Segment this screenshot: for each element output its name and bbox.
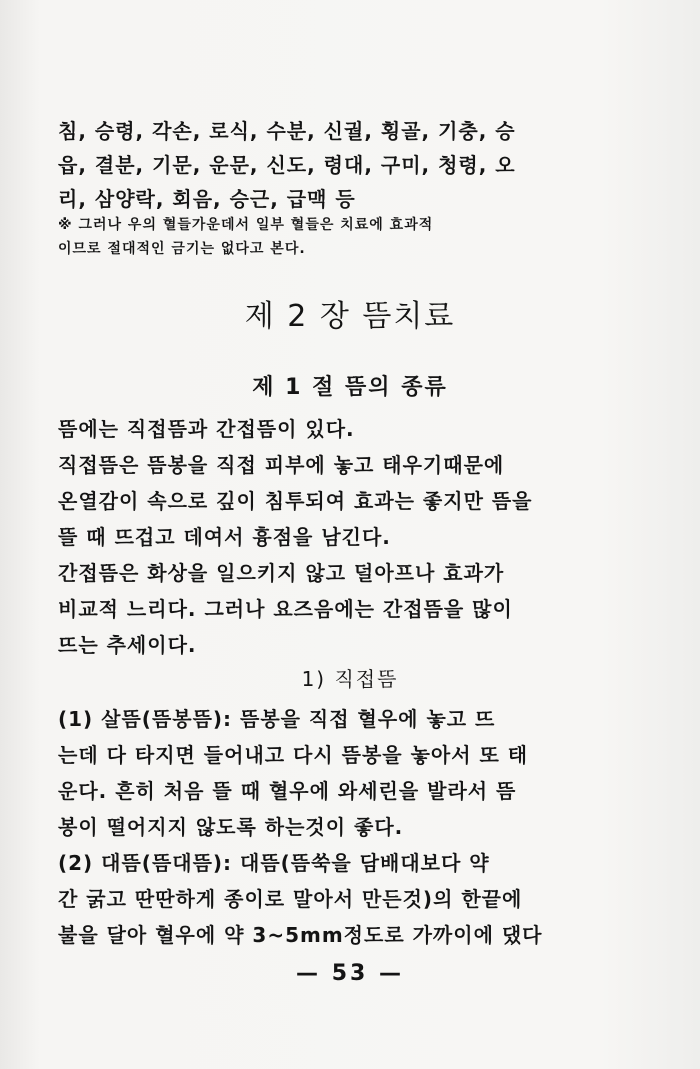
item1-line-1: (1) 살뜸(뜸봉뜸): 뜸봉을 직접 혈우에 놓고 뜨 — [58, 707, 496, 731]
item1-line-3: 운다. 흔히 처음 뜰 때 혈우에 와세린을 발라서 뜸 — [58, 779, 517, 803]
item2-line-3: 불을 달아 혈우에 약 3~5mm정도로 가까이에 댔다 — [58, 923, 543, 947]
item2-line-1: (2) 대뜸(뜸대뜸): 대뜸(뜸쑥을 담배대보다 약 — [58, 851, 490, 875]
page-number: — 53 — — [296, 961, 404, 986]
item2-line-2: 간 굵고 딴딴하게 종이로 말아서 만든것)의 한끝에 — [58, 887, 523, 911]
continuation-line-1: 침, 승령, 각손, 로식, 수분, 신궐, 횡골, 기충, 승 — [58, 119, 516, 143]
intro-line-1: 뜸에는 직접뜸과 간접뜸이 있다. — [58, 417, 355, 441]
item1-line-2: 는데 다 타지면 들어내고 다시 뜸봉을 놓아서 또 태 — [58, 743, 529, 767]
chapter-title: 제 2 장 뜸치료 — [244, 299, 456, 334]
intro-line-4: 뜰 때 뜨겁고 데여서 흉점을 남긴다. — [58, 525, 391, 549]
continuation-line-3: 리, 삼양락, 회음, 승근, 급맥 등 — [58, 187, 356, 211]
item1-line-4: 봉이 떨어지지 않도록 하는것이 좋다. — [58, 815, 404, 839]
intro-line-3: 온열감이 속으로 깊이 침투되여 효과는 좋지만 뜸을 — [58, 489, 533, 513]
note-line-1: ※ 그러나 우의 혈들가운데서 일부 혈들은 치료에 효과적 — [58, 217, 434, 233]
note-line-2: 이므로 절대적인 금기는 없다고 본다. — [58, 241, 306, 257]
intro-line-6: 비교적 느리다. 그러나 요즈음에는 간접뜸을 많이 — [58, 597, 513, 621]
subsection-title: 1) 직접뜸 — [301, 667, 399, 691]
intro-line-2: 직접뜸은 뜸봉을 직접 피부에 놓고 태우기때문에 — [58, 453, 505, 477]
section-title: 제 1 절 뜸의 종류 — [252, 375, 448, 400]
continuation-line-2: 읍, 결분, 기문, 운문, 신도, 령대, 구미, 청령, 오 — [58, 153, 516, 177]
intro-line-5: 간접뜸은 화상을 일으키지 않고 덜아프나 효과가 — [58, 561, 505, 585]
intro-line-7: 뜨는 추세이다. — [58, 633, 197, 657]
